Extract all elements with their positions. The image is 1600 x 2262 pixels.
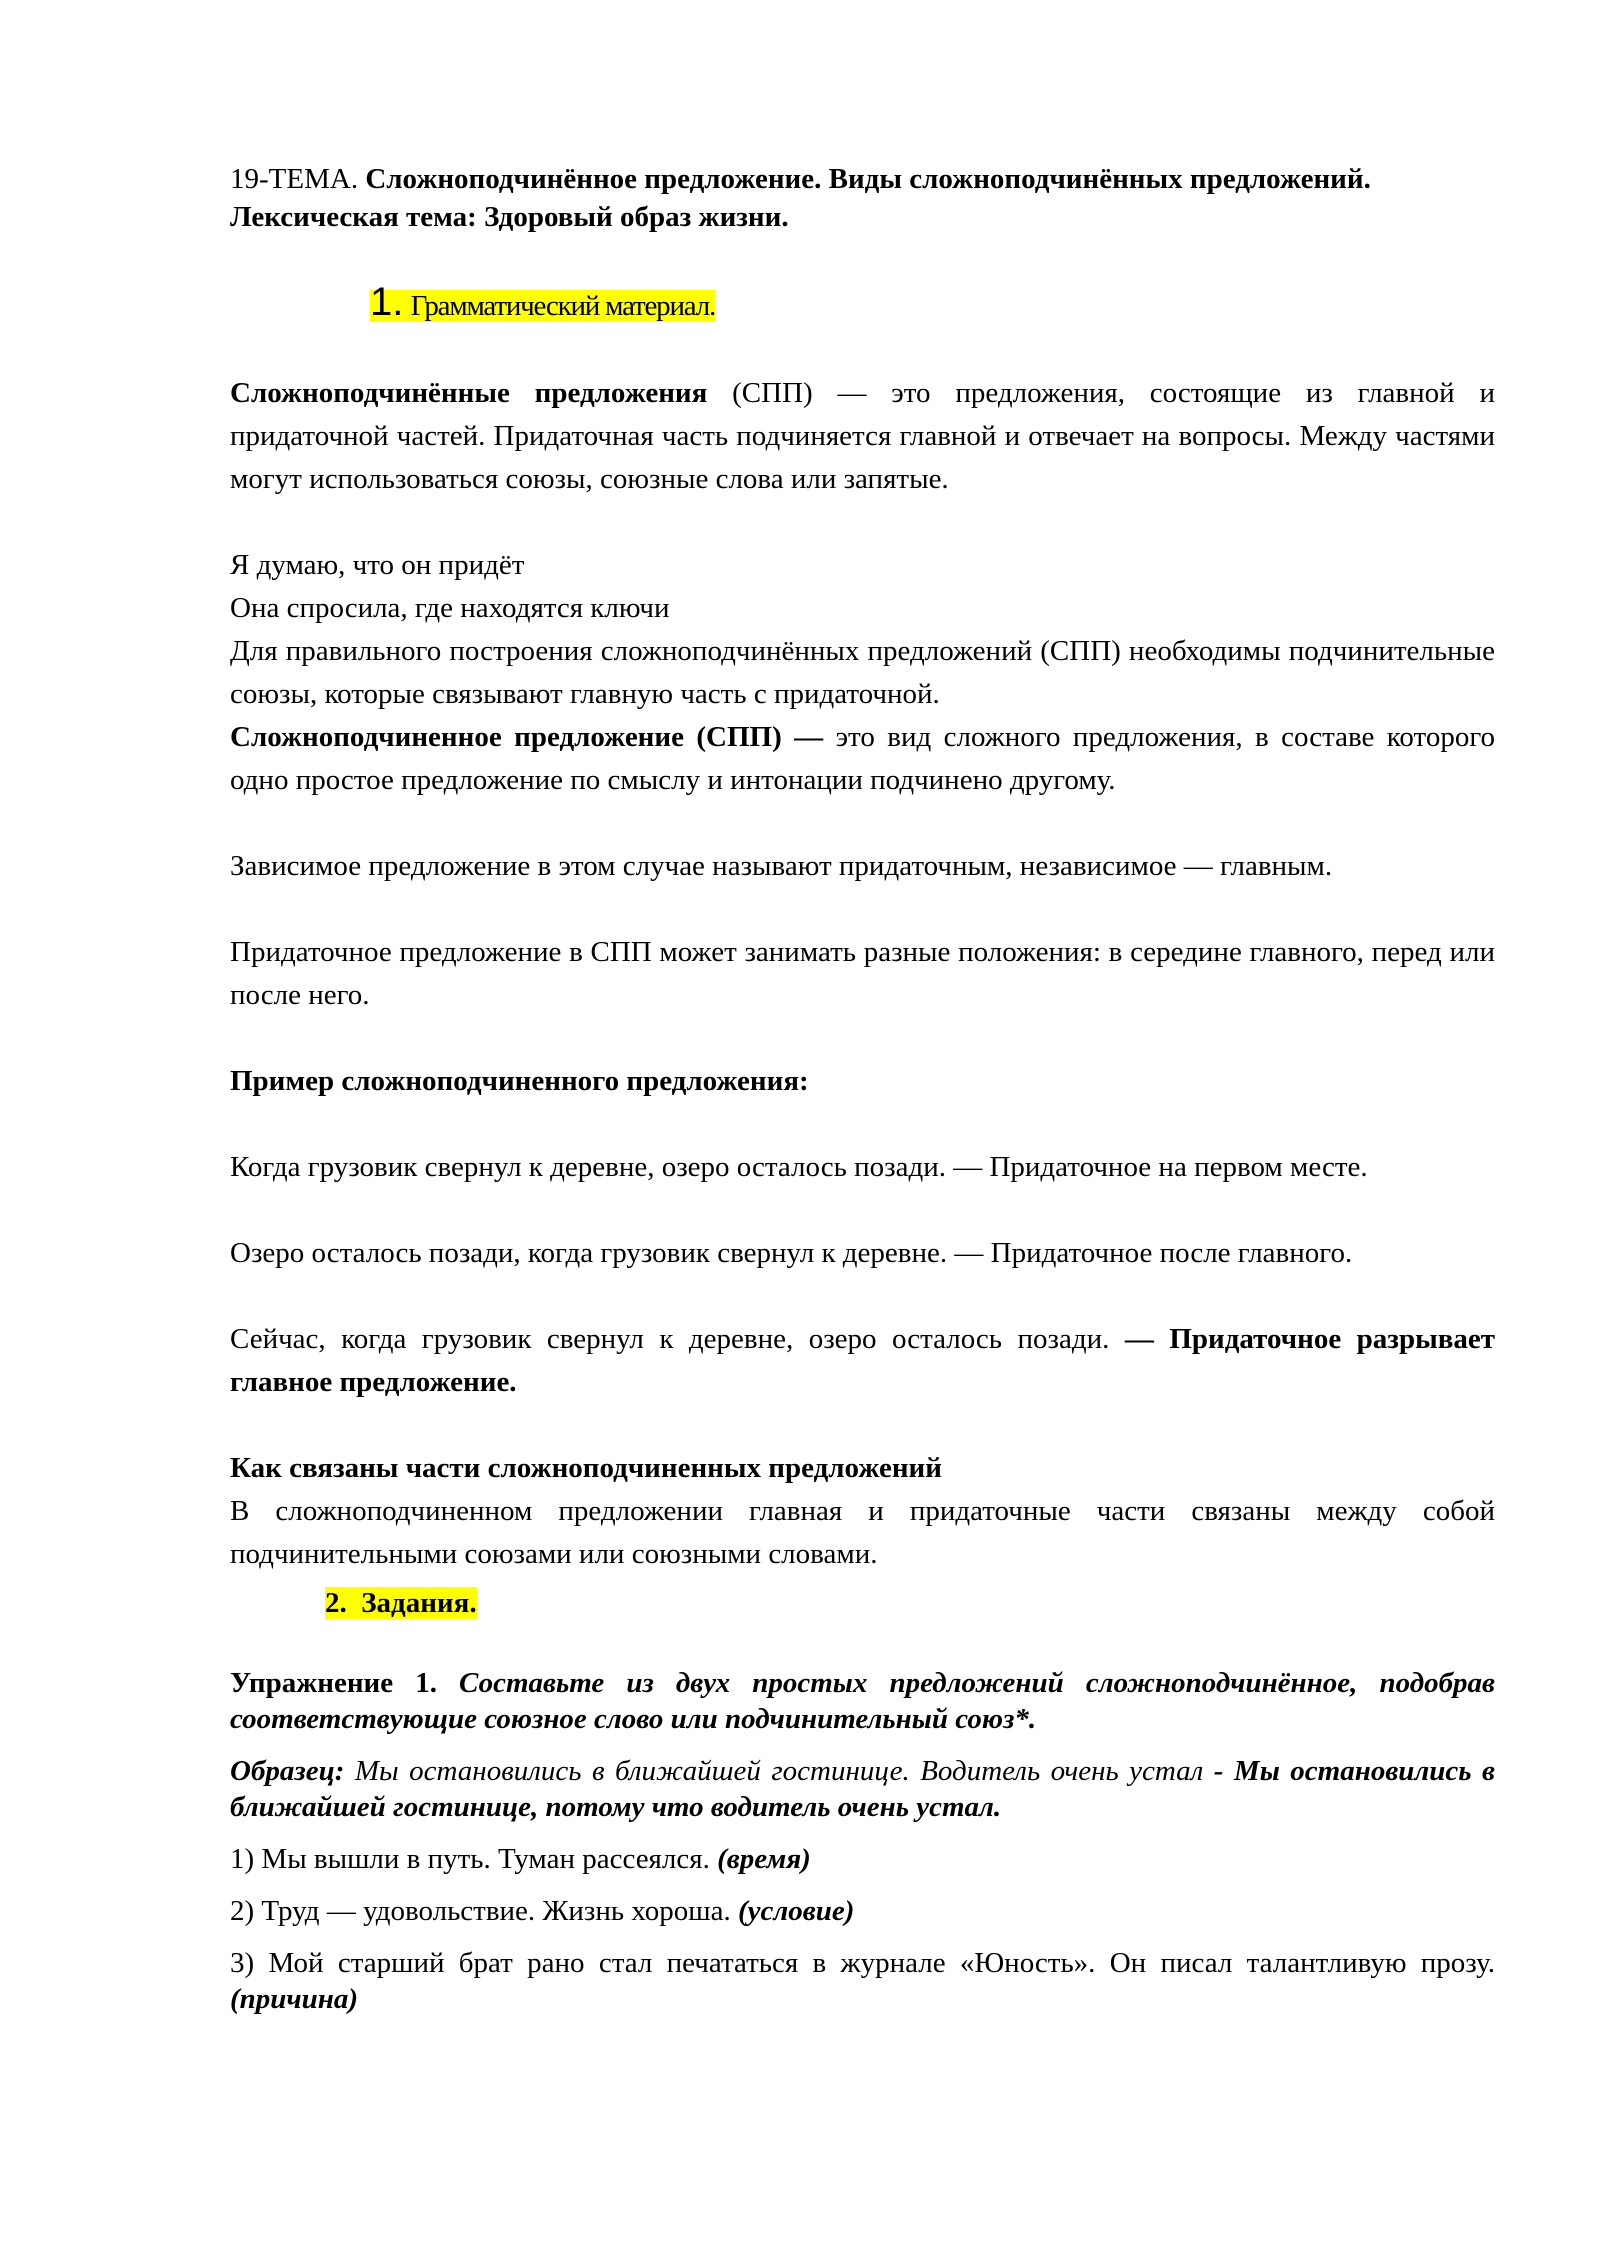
exercise-instruction (230, 1665, 1495, 1737)
task-item: 3) Мой старший брат рано стал печататься в журнале «Юность». Он писал талантливую прозу. (причина) (230, 1947, 1495, 2015)
task-hint: (время) (717, 1843, 811, 1875)
task-item: 1) Мы вышли в путь. Туман рассеялся. (время) (230, 1843, 811, 1875)
intro-text: (СПП) — это предложения, состоящие из главной и придаточной частей. Придаточная часть подчиняется главной и отвечает на вопросы. Между частями могут использоваться союзы, союзные слова или запятые. (230, 377, 1495, 495)
position-paragraph: Придаточное предложение в СПП может занимать разные положения: в середине главного, перед или после него. (230, 936, 1495, 1011)
section-heading-highlight: 2. Задания. (325, 1587, 477, 1619)
sample-label: Образец: (230, 1755, 345, 1787)
conjunction-paragraph: Для правильного построения сложноподчинённых предложений (СПП) необходимы подчинительные союзы, которые связывают главную часть с придаточной. (230, 635, 1495, 710)
task-hint: (причина) (230, 1983, 359, 2015)
definition-paragraph (230, 716, 1495, 802)
link-heading: Как связаны части сложноподчиненных предложений (230, 1452, 942, 1484)
sample-result: - Мы остановились в ближайшей гостинице, потому что водитель очень устал. (230, 1755, 1495, 1823)
link-paragraph: В сложноподчиненном предложении главная и придаточные части связаны между собой подчинительными союзами или союзными словами. (230, 1495, 1495, 1570)
section-heading-grammar (230, 278, 1495, 330)
task-item: 2) Труд — удовольствие. Жизнь хороша. (условие) (230, 1895, 855, 1927)
document-page (230, 160, 1495, 2033)
example-heading: Пример сложноподчиненного предложения: (230, 1065, 809, 1097)
definition-term: Сложноподчиненное предложение (СПП) — (230, 721, 824, 753)
example-clause-inside: Сейчас, когда грузовик свернул к деревне, озеро осталось позади. — Придаточное разрывает главное предложение. (230, 1323, 1495, 1398)
sample-answer (230, 1753, 1495, 1825)
exercise-label: Упражнение 1. (230, 1667, 437, 1699)
section-heading-tasks (230, 1582, 1495, 1625)
intro-term: Сложноподчинённые предложения (230, 377, 708, 409)
sample-text: Мы остановились в ближайшей гостинице. Водитель очень устал (344, 1755, 1214, 1787)
exercise-task: Составьте из двух простых предложений сложноподчинённое, подобрав соответствующие союзное слово или подчинительный союз*. (230, 1667, 1496, 1735)
title-bold: Сложноподчинённое предложение. Виды сложноподчинённых предложений. Лексическая тема: Здоровый образ жизни. (230, 163, 1371, 233)
title-prefix: 19-ТЕМА. (230, 163, 359, 195)
document-title (230, 160, 1495, 236)
section-number: 1. (370, 280, 404, 324)
section-heading-highlight (370, 280, 716, 324)
section-label: Грамматический материал. (410, 290, 716, 322)
example-clause-after: Озеро осталось позади, когда грузовик свернул к деревне. — Придаточное после главного. (230, 1237, 1353, 1269)
example-sentence: Она спросила, где находятся ключи (230, 592, 670, 624)
dependent-paragraph: Зависимое предложение в этом случае называют придаточным, независимое — главным. (230, 850, 1333, 882)
intro-paragraph (230, 372, 1495, 501)
example-sentence: Я думаю, что он придёт (230, 549, 525, 581)
example-clause-first: Когда грузовик свернул к деревне, озеро осталось позади. — Придаточное на первом месте. (230, 1151, 1368, 1183)
definition-text: это вид сложного предложения, в составе которого одно простое предложение по смыслу и интонации подчинено другому. (230, 721, 1495, 796)
task-hint: (условие) (737, 1895, 855, 1927)
